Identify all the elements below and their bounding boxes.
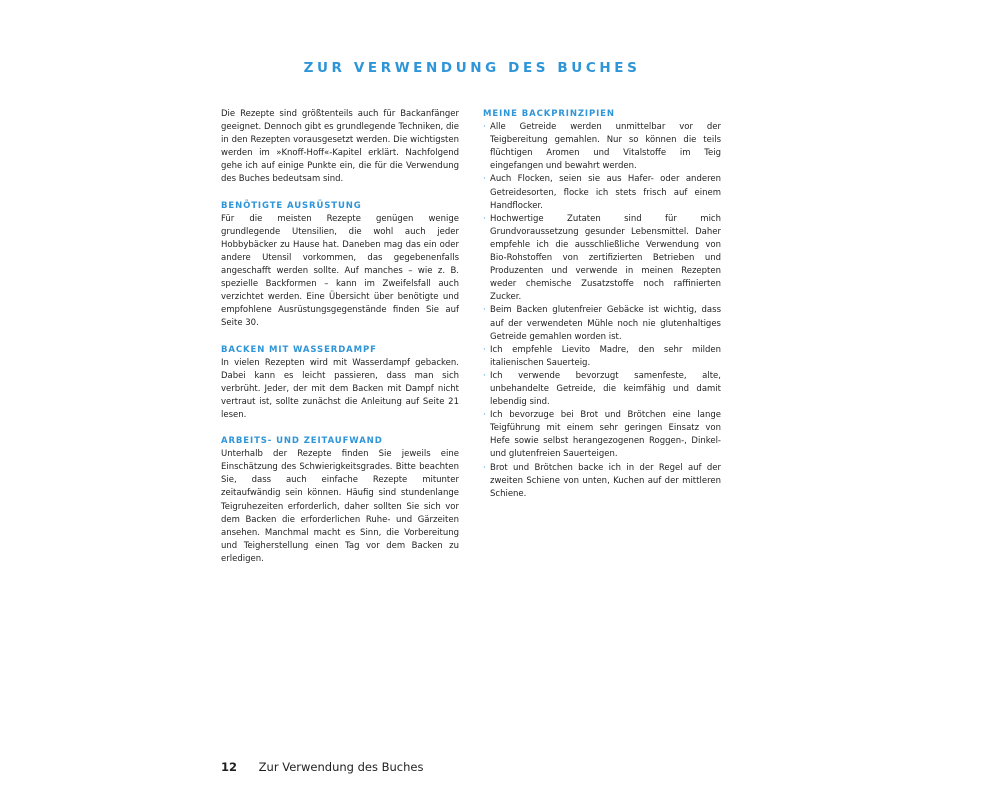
principles-list xyxy=(483,121,721,501)
list-item xyxy=(483,173,721,212)
list-item-text: Hochwertige Zutaten sind für mich Grundvoraussetzung gesunder Lebensmittel. Daher empfehle ich die ausschließliche Verwendung von Bio-Rohstoffen von zertifizierten Betrieben und Produzenten und verwende in meinen Rezepten weder chemische Zusatzstoffe noch raffinierten Zucker. xyxy=(490,213,721,303)
list-item-text: Brot und Brötchen backe ich in der Regel auf der zweiten Schiene von unten, Kuchen auf der mittleren Schiene. xyxy=(490,462,721,499)
section-effort-time xyxy=(221,435,459,566)
list-item xyxy=(483,213,721,305)
section-paragraph: Für die meisten Rezepte genügen wenige grundlegende Utensilien, die wohl auch jeder Hobbybäcker zu Hause hat. Daneben mag das ein oder andere Utensil vorkommen, das gegebenenfalls angeschafft werden sollte. Auf manches – wie z. B. spezielle Backformen – kann im Zweifelsfall auch verzichtet werden. Eine Übersicht über benötigte und empfohlene Ausrüstungsgegenstände finden Sie auf Seite 30. xyxy=(221,213,459,329)
section-steam-baking xyxy=(221,344,459,423)
list-item-text: Ich bevorzuge bei Brot und Brötchen eine lange Teigführung mit einem sehr geringen Einsatz von Hefe sowie selbst herangezogenen Roggen-, Dinkel- und glutenfreien Sauerteigen. xyxy=(490,410,721,460)
list-item xyxy=(483,409,721,461)
left-column xyxy=(221,108,459,566)
bullet-icon: · xyxy=(483,344,486,355)
list-item xyxy=(483,462,721,501)
section-heading: ARBEITS- UND ZEITAUFWAND xyxy=(221,436,383,447)
bullet-icon: · xyxy=(483,213,486,224)
section-heading: BENÖTIGTE AUSRÜSTUNG xyxy=(221,200,362,211)
bullet-icon: · xyxy=(483,122,486,133)
bullet-icon: · xyxy=(483,370,486,381)
page-title: ZUR VERWENDUNG DES BUCHES xyxy=(303,60,641,76)
list-item-text: Alle Getreide werden unmittelbar vor der Teigbereitung gemahlen. Nur so können die teils flüchtigen Aromen und Vitalstoffe im Teig eingefangen und bewahrt werden. xyxy=(490,122,721,172)
section-heading: BACKEN MIT WASSERDAMPF xyxy=(221,344,377,355)
intro-section xyxy=(221,108,459,187)
list-item-text: Auch Flocken, seien sie aus Hafer- oder anderen Getreidesorten, flocke ich stets frisch auf einem Handflocker. xyxy=(490,174,721,211)
list-item xyxy=(483,344,721,370)
section-paragraph: Unterhalb der Rezepte finden Sie jeweils eine Einschätzung des Schwierigkeitsgrades. Bitte beachten Sie, dass auch einfache Rezepte mitunter zeitaufwändig sein können. Häufig sind stundenlange Teigruhezeiten erforderlich, daher sollten Sie sich vor dem Backen die erforderlichen Ruhe- und Gärzeiten ansehen. Manchmal macht es Sinn, die Vorbereitung und Teigherstellung einen Tag vor dem Backen zu erledigen. xyxy=(221,449,459,564)
section-paragraph: In vielen Rezepten wird mit Wasserdampf gebacken. Dabei kann es leicht passieren, dass man sich verbrüht. Jeder, der mit dem Backen mit Dampf nicht vertraut ist, sollte zunächst die Anleitung auf Seite 21 lesen. xyxy=(221,357,459,420)
list-item-text: Ich verwende bevorzugt samenfeste, alte, unbehandelte Getreide, die keimfähig und damit lebendig sind. xyxy=(490,370,721,408)
bullet-icon: · xyxy=(483,462,486,473)
bullet-icon: · xyxy=(483,410,486,421)
intro-paragraph: Die Rezepte sind größtenteils auch für Backanfänger geeignet. Dennoch gibt es grundlegende Techniken, die in den Rezepten vorausgesetzt werden. Die wichtigsten werden im »Knoff-Hoff«-Kapitel erklärt. Nachfolgend gehe ich auf einige Punkte ein, die für die Verwendung des Buches bedeutsam sind. xyxy=(221,109,459,185)
principles-heading: MEINE BACKPRINZIPIEN xyxy=(483,109,615,119)
bullet-icon: · xyxy=(483,174,486,185)
list-item-text: Beim Backen glutenfreier Gebäcke ist wichtig, dass auf der verwendeten Mühle noch nie glutenhaltiges Getreide gemahlen worden ist. xyxy=(490,305,721,342)
running-title: Zur Verwendung des Buches xyxy=(258,760,424,774)
bullet-icon: · xyxy=(483,305,486,316)
list-item xyxy=(483,121,721,173)
list-item-text: Ich empfehle Lievito Madre, den sehr milden italienischen Sauerteig. xyxy=(490,344,721,368)
right-column xyxy=(483,108,721,501)
list-item xyxy=(483,370,721,409)
page-footer xyxy=(221,760,423,774)
section-equipment xyxy=(221,200,459,331)
page-number: 12 xyxy=(221,760,238,774)
list-item xyxy=(483,304,721,343)
